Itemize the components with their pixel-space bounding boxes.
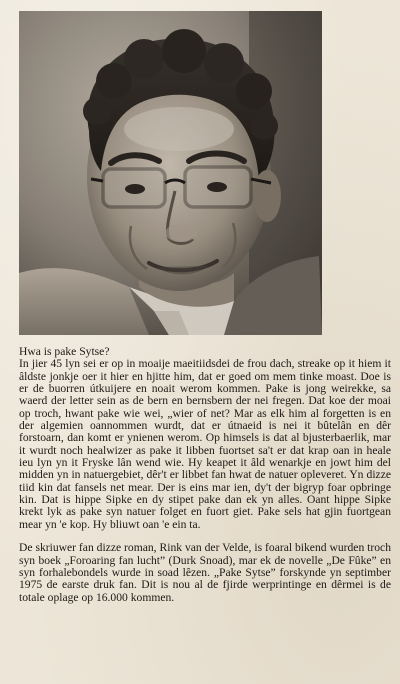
portrait-illustration bbox=[19, 11, 322, 335]
author-paragraph: De skriuwer fan dizze roman, Rink van der Velde, is foaral bikend wurden troch syn boek „Foroaring fan lucht” (Durk Snoad), mar ek de novelle „De Fûke” en syn forhalebondels wurde in soad lêzen. „Pake Sytse” forskynde yn septimber 1975 de earste druk fan. Dit is nou al de fjirde werprintinge en dêrmei is de totale oplage op 16.000 kommen. bbox=[19, 541, 391, 604]
summary-paragraph: In jier 45 lyn sei er op in moaije maeitiidsdei de frou dach, streake op it hiem it âldste jonkje oer it hier en hjitte him, dat er goed om mem tinke moast. Doe is er de buorren útkuijere en noait werom kommen. Pake is jong weirekke, sa waerd der letter sein as de bern en bernsbern der nei fregen. Dat koe der moai op troch, hwant pake wie wei, „wier of net? Mar as elk him al forgetten is en der algemien oannommen wurdt, dat er útnaeid is nei it bûtelân en dêr forstoarn, dan komt er ynienen werom. Op himsels is dat al bjusterbaerlik, mar it wurdt noch healwizer as pake it libben fuortset sa't er dat krap oan in heale ieu lyn yn it Fryske lân wend wie. Hy keapet it âld wenarkje en jowt him del midden yn in natuergebiet, dêr't er libbet fan hwat de natuer opleveret. Yn dizze tiid kin dat fansels net mear. Der is eins mar ien, dy't der bigryp foar opbringe kin. Dat is hippe Sipke en dy stipet pake dan ek yn alles. Oant hippe Sipke krekt lyk as pake syn natuer folget en fuort giet. Pake sels hat gjin fuortgean mear yn 'e kop. Hy bliuwt oan 'e ein ta. bbox=[19, 357, 391, 531]
blurb-text bbox=[19, 346, 391, 604]
intro-question: Hwa is pake Sytse? bbox=[19, 345, 110, 358]
author-portrait-photo bbox=[19, 11, 322, 335]
